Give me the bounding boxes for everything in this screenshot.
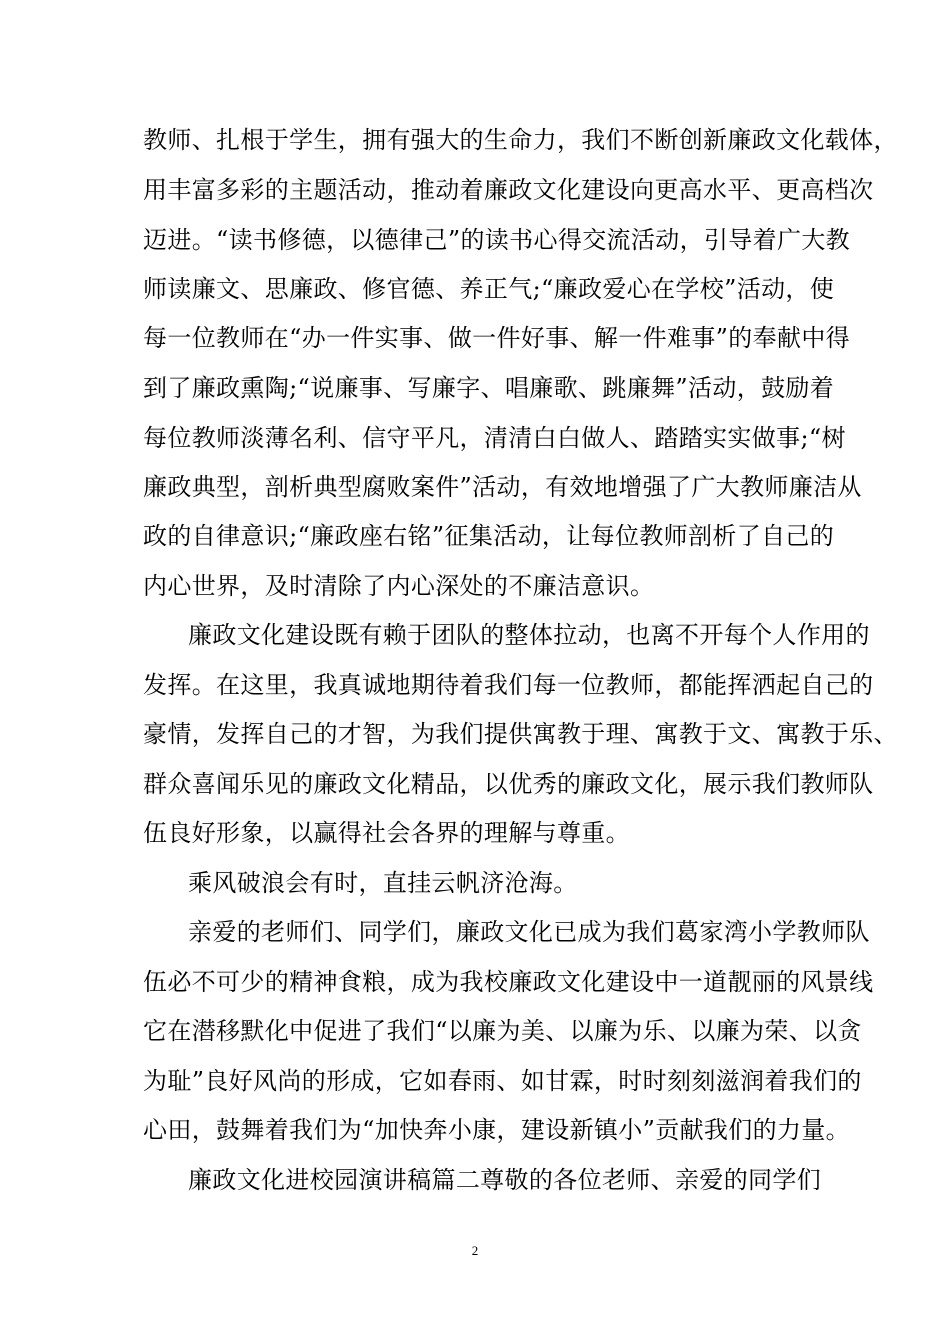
- text-line: 政的自律意识;“廉政座右铭”征集活动，让每位教师剖析了自己的: [143, 522, 835, 550]
- paragraph-first-line: 廉政文化建设既有赖于团队的整体拉动，也离不开每个人作用的: [188, 621, 870, 649]
- text-line: 每一位教师在“办一件实事、做一件好事、解一件难事”的奉献中得: [143, 324, 851, 352]
- text-line: 为耻”良好风尚的形成，它如春雨、如甘霖，时时刻刻滋润着我们的: [143, 1067, 862, 1095]
- paragraph-first-line: 乘风破浪会有时，直挂云帆济沧海。: [188, 869, 578, 897]
- text-line: 到了廉政熏陶;“说廉事、写廉字、唱廉歌、跳廉舞”活动，鼓励着: [143, 374, 835, 402]
- text-line: 每位教师淡薄名利、信守平凡，清清白白做人、踏踏实实做事;“树: [143, 424, 846, 452]
- text-line: 师读廉文、思廉政、修官德、养正气;“廉政爱心在学校”活动，使: [143, 275, 835, 303]
- text-line: 它在潜移默化中促进了我们“以廉为美、以廉为乐、以廉为荣、以贪: [143, 1017, 862, 1045]
- text-line: 廉政典型，剖析典型腐败案件”活动，有效地增强了广大教师廉洁从: [143, 473, 862, 501]
- text-line: 用丰富多彩的主题活动，推动着廉政文化建设向更高水平、更高档次: [143, 176, 874, 204]
- text-line: 内心世界，及时清除了内心深处的不廉洁意识。: [143, 572, 655, 600]
- text-line: 教师、扎根于学生，拥有强大的生命力，我们不断创新廉政文化载体，: [143, 126, 898, 154]
- page-number: 2: [471, 1243, 479, 1258]
- paragraph-first-line: 亲爱的老师们、同学们，廉政文化已成为我们葛家湾小学教师队: [188, 918, 870, 946]
- text-line: 发挥。在这里，我真诚地期待着我们每一位教师，都能挥洒起自己的: [143, 671, 874, 699]
- text-line: 心田，鼓舞着我们为“加快奔小康，建设新镇小”贡献我们的力量。: [143, 1116, 851, 1144]
- text-line: 迈进。“读书修德，以德律己”的读书心得交流活动，引导着广大教: [143, 226, 851, 254]
- text-line: 群众喜闻乐见的廉政文化精品，以优秀的廉政文化，展示我们教师队: [143, 770, 874, 798]
- paragraph-first-line: 廉政文化进校园演讲稿篇二尊敬的各位老师、亲爱的同学们: [188, 1166, 822, 1194]
- text-line: 豪情，发挥自己的才智，为我们提供寓教于理、寓教于文、寓教于乐、: [143, 720, 898, 748]
- text-line: 伍必不可少的精神食粮，成为我校廉政文化建设中一道靓丽的风景线: [143, 968, 874, 996]
- text-line: 伍良好形象，以赢得社会各界的理解与尊重。: [143, 819, 630, 847]
